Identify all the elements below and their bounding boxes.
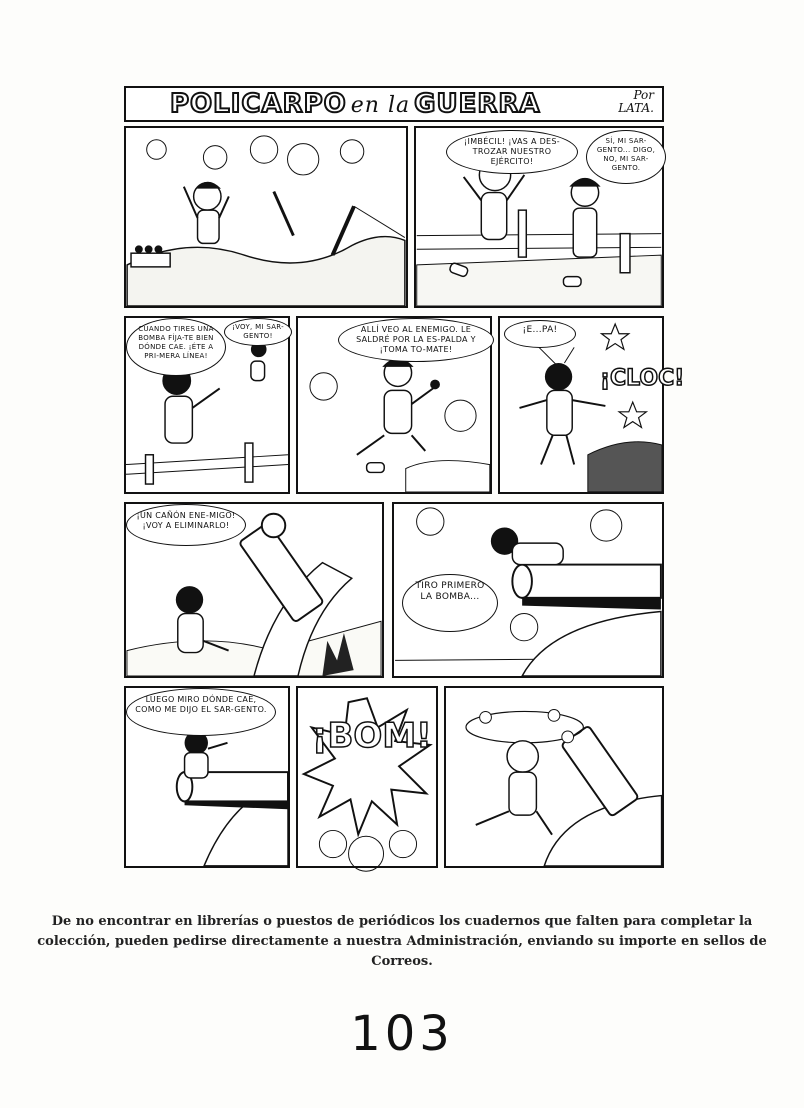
speech-balloon: CUANDO TIRES UNA BOMBA FÍJA-TE BIEN DÓNDE CAE. ¡ÉTE A PRI-MERA LÍNEA! <box>126 318 226 376</box>
comic-title <box>170 89 541 119</box>
panel-10-art <box>446 688 662 866</box>
comic-panel-3 <box>124 316 290 494</box>
comic-title-strip <box>124 86 664 122</box>
comic-panel-9 <box>296 686 438 868</box>
page-number: 103 <box>350 1006 454 1062</box>
speech-balloon: TIRO PRIMERO LA BOMBA... <box>402 574 498 632</box>
collection-notice: De no encontrar en librerías o puestos de periódicos los cuadernos que falten para completar la colección, pueden pedirse directamente a nuestra Administración, enviando su importe en sellos de Correos. <box>37 914 767 969</box>
speech-balloon: ¡VOY, MI SAR-GENTO! <box>224 318 292 346</box>
title-word-en-la: en la <box>350 93 411 118</box>
panel-9-art <box>298 688 436 866</box>
speech-balloon: ALLÍ VEO AL ENEMIGO. LE SALDRÉ POR LA ES-PALDA Y ¡TOMA TO-MATE! <box>338 318 494 362</box>
comic-panel-1 <box>124 126 408 308</box>
author-signature: LATA. <box>618 101 654 115</box>
comic-panel-10 <box>444 686 664 868</box>
comic-panel-5 <box>498 316 685 494</box>
comic-panel-2 <box>414 126 664 308</box>
comic-panel-6 <box>124 502 384 678</box>
byline <box>618 89 654 115</box>
comic-panel-4 <box>296 316 492 494</box>
comic-panel-7 <box>392 502 664 678</box>
title-word-guerra: GUERRA <box>414 89 541 119</box>
panel-1-art <box>126 128 406 306</box>
speech-balloon: LUEGO MIRO DÓNDE CAE, COMO ME DIJO EL SAR-GENTO. <box>126 688 276 736</box>
sound-effect: ¡BOM! <box>312 716 432 756</box>
speech-balloon: ¡UN CAÑÓN ENE-MIGO! ¡VOY A ELIMINARLO! <box>126 504 246 546</box>
speech-balloon: SÍ, MI SAR-GENTO... DIGO, NO, MI SAR-GENTO. <box>586 130 666 184</box>
comic-panel-8 <box>124 686 290 868</box>
speech-balloon: ¡IMBÉCIL! ¡VAS A DES-TROZAR NUESTRO EJÉRCITO! <box>446 130 578 174</box>
speech-balloon: ¡E...PA! <box>504 320 576 348</box>
sound-effect: ¡CLOC! <box>600 366 685 391</box>
title-word-policarpo: POLICARPO <box>170 89 347 119</box>
byline-por: Por <box>633 88 654 102</box>
